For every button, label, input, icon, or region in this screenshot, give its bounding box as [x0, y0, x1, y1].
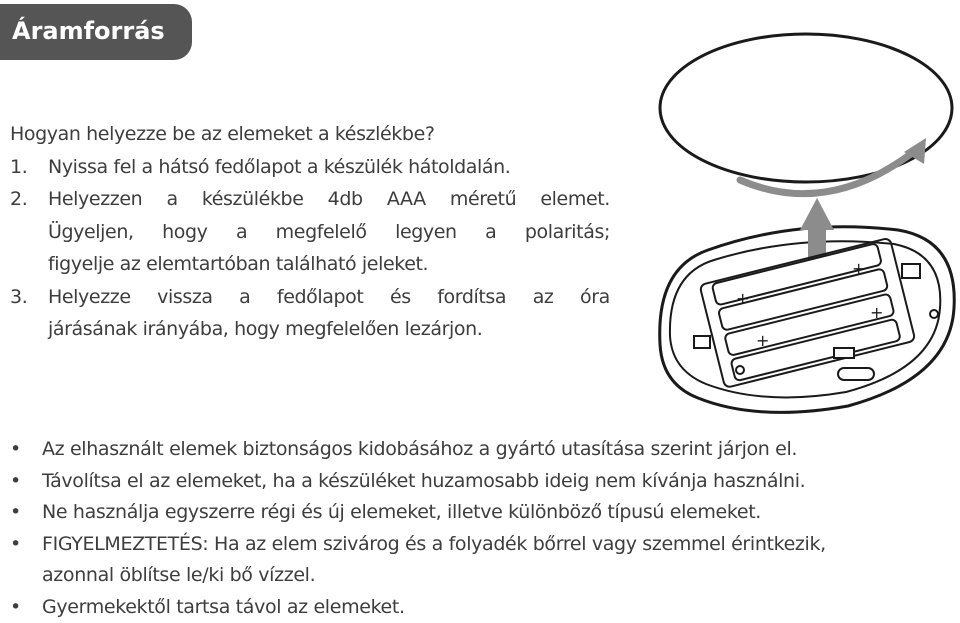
step-text: figyelje az elemtartóban található jeleket. — [48, 248, 610, 281]
lift-arrow-head-icon — [800, 198, 834, 230]
step-text: Ügyeljen, hogy a megfelelő legyen a polaritás; — [48, 216, 610, 249]
section-header — [0, 4, 192, 60]
svg-text:+: + — [756, 331, 769, 350]
latch-icon — [834, 348, 854, 358]
list-item — [8, 466, 958, 498]
note-text: azonnal öblítse le/ki bő vízzel. — [42, 564, 315, 586]
step-number: 2. — [10, 183, 48, 281]
step-number: 3. — [10, 281, 48, 346]
instructions-block — [10, 118, 610, 346]
step-text: járásának irányába, hogy megfelelően lezárjon. — [48, 313, 610, 346]
battery-compartment-illustration-icon — [648, 18, 960, 418]
note-text: Az elhasznált elemek biztonságos kidobásához a gyártó utasítása szerint járjon el. — [42, 438, 797, 460]
instruction-step-1 — [10, 151, 610, 184]
svg-text:+: + — [852, 259, 865, 278]
note-text: Távolítsa el az elemeket, ha a készüléket huzamosabb ideig nem kívánja használni. — [42, 470, 805, 492]
bullet-icon: • — [10, 592, 21, 623]
switch-icon — [902, 264, 920, 278]
section-title: Áramforrás — [12, 16, 165, 46]
list-item — [8, 434, 958, 466]
instructions-intro: Hogyan helyezze be az elemeket a készlékbe? — [10, 118, 610, 151]
svg-text:+: + — [736, 289, 749, 308]
note-text: FIGYELMEZTETÉS: Ha az elem szivárog és a folyadék bőrrel vagy szemmel érintkezik, — [42, 533, 826, 555]
step-number: 1. — [10, 151, 48, 184]
step-text: Helyezze vissza a fedőlapot és fordítsa az óra — [48, 281, 610, 314]
connector-icon — [694, 336, 710, 348]
instruction-step-3 — [10, 281, 610, 346]
bullet-icon: • — [10, 529, 21, 561]
note-text: Ne használja egyszerre régi és új elemeket, illetve különböző típusú elemeket. — [42, 501, 761, 523]
step-text: Nyissa fel a hátsó fedőlapot a készülék hátoldalán. — [48, 151, 610, 184]
list-item — [8, 592, 958, 623]
list-item — [8, 529, 958, 592]
bullet-icon: • — [10, 466, 21, 498]
list-item — [8, 497, 958, 529]
notes-list — [8, 434, 958, 623]
bullet-icon: • — [10, 434, 21, 466]
step-text: Helyezzen a készülékbe 4db AAA méretű elemet. — [48, 183, 610, 216]
note-text: Gyermekektől tartsa távol az elemeket. — [42, 596, 405, 618]
instruction-step-2 — [10, 183, 610, 281]
bullet-icon: • — [10, 497, 21, 529]
svg-text:+: + — [870, 303, 883, 322]
button-slot-icon — [838, 368, 874, 380]
